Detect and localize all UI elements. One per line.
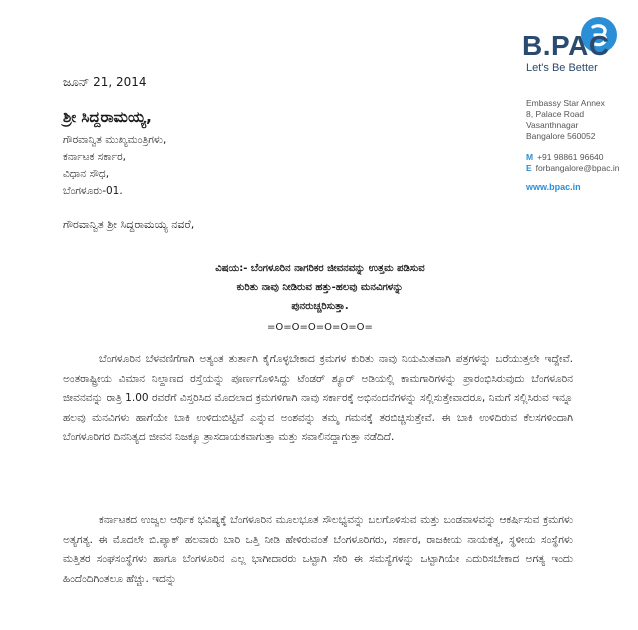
salutation: ಗೌರವಾನ್ವಿತ ಶ್ರೀ ಸಿದ್ದರಾಮಯ್ಯ ನವರೆ, bbox=[63, 218, 195, 231]
website-link[interactable]: www.bpac.in bbox=[526, 182, 581, 192]
paragraph-1-text: ಬೆಂಗಳೂರಿನ ಬೆಳವಣಿಗೆಗಾಗಿ ಅತ್ಯಂತ ತುರ್ತಾಗಿ ಕೈಗೊಳ್ಳಬೇಕಾದ ಕ್ರಮಗಳ ಕುರಿತು ನಾವು ನಿಯಮಿತವಾಗಿ ಪತ್ರಗಳನ್ನು ಬರೆಯುತ್ತಲೇ ಇದ್ದೇವೆ. ಅಂತರಾಷ್ಟ್ರೀಯ ವಿಮಾನ ನಿಲ್ದಾಣದ ರಸ್ತೆಯನ್ನು ಪೂರ್ಣಗೊಳಿಸಿದ್ದು ಟೆಂಡರ್ ಶ್ಯೂರ್ ಅಡಿಯಲ್ಲಿ ಕಾಮಗಾರಿಗಳನ್ನು ಪ್ರಾರಂಭಿಸಿರುವುದು ಬೆಂಗಳೂರಿನ ಜೀವನವನ್ನು ರಾತ್ರಿ 1.00 ರವರೆಗೆ ವಿಸ್ತರಿಸಿದ ಮೊದಲಾದ ಕ್ರಮಗಳಿಗಾಗಿ ನಾವು ಸರ್ಕಾರಕ್ಕೆ ಅಭಿನಂದನೆಗಳನ್ನು ಸಲ್ಲಿಸುತ್ತೇವಾದರೂ, ನಿಮಗೆ ಸಲ್ಲಿಸಿರುವ ಇನ್ನೂ ಹಲವು ಮನವಿಗಳು ಹಾಗೆಯೇ ಬಾಕಿ ಉಳಿದುಬಿಟ್ಟಿವೆ ಎನ್ನುವ ಅಂಶವನ್ನು ತಮ್ಮ ಗಮನಕ್ಕೆ ತರಬಿಚ್ಚಿಸುತ್ತೇವೆ. ಈ ಬಾಕಿ ಉಳಿದಿರುವ ಕೆಲಸಗಳಿಂದಾಗಿ ಬೆಂಗಳೂರಿಗರ ದಿನನಿತ್ಯದ ಜೀವನ ನಿಜಕ್ಕೂ ತ್ರಾಸದಾಯಕವಾಗುತ್ತಾ ಮತ್ತು ಸವಾಲಿನದ್ದಾಗುತ್ತಾ ನಡೆದಿದೆ. bbox=[63, 353, 573, 443]
paragraph-2-text: ಕರ್ನಾಟಕದ ಉಜ್ವಲ ಆರ್ಥಿಕ ಭವಿಷ್ಯಕ್ಕೆ ಬೆಂಗಳೂರಿನ ಮೂಲಭೂತ ಸೌಲಭ್ಯವನ್ನು ಬಲಗೊಳಿಸುವ ಮತ್ತು ಬಂಡವಾಳವನ್ನು ಆಕರ್ಷಿಸುವ ಕ್ರಮಗಳು ಅತ್ಯಗತ್ಯ. ಈ ಮೊದಲೇ ಬಿ.ಪ್ಯಾಕ್ ಹಲವಾರು ಬಾರಿ ಒತ್ತಿ ನೀಡಿ ಹೇಳಿರುವಂತೆ ಬೆಂಗಳೂರಿಗರು, ಸರ್ಕಾರ, ರಾಜಕೀಯ ನಾಯಕತ್ವ, ಸ್ಥಳೀಯ ಸಂಸ್ಥೆಗಳು ಮತ್ತಿತರ ಸಂಘಸಂಸ್ಥೆಗಳು ಹಾಗೂ ಬೆಂಗಳೂರಿನ ಎಲ್ಲ ಭಾಗೀದಾರರು ಒಟ್ಟಾಗಿ ಸೇರಿ ಈ ಸಮಸ್ಯೆಗಳನ್ನು ಒಟ್ಟಾಗಿಯೇ ಎದುರಿಸಬೇಕಾದ ಅಗತ್ಯ ಇಂದು ಹಿಂದೆಂದಿಗಿಂತಲೂ ಹೆಚ್ಚು. ಇದನ್ನು bbox=[63, 514, 573, 585]
recipient-line-2: ಕರ್ನಾಟಕ ಸರ್ಕಾರ, bbox=[63, 151, 126, 163]
subject-line-3: ಪುನರುಚ್ಚರಿಸುತ್ತಾ. bbox=[291, 301, 349, 312]
bpac-logo-text: B.PAC bbox=[522, 30, 610, 61]
email-address: forbangalore@bpac.in bbox=[535, 163, 620, 173]
phone-number: +91 98861 96640 bbox=[537, 152, 604, 162]
tagline: Let's Be Better bbox=[526, 62, 598, 74]
separator: =O=O=O=O=O=O= bbox=[267, 322, 373, 333]
subject-line-1: ವಿಷಯ:- ಬೆಂಗಳೂರಿನ ನಾಗರಿಕರ ಜೀವನವನ್ನು ಉತ್ತಮ ಪಡಿಸುವ bbox=[215, 263, 425, 274]
paragraph-2 bbox=[63, 511, 573, 627]
letter-date: ಜೂನ್ 21, 2014 bbox=[63, 75, 147, 89]
email-line bbox=[526, 163, 619, 173]
phone-label: M bbox=[526, 152, 534, 162]
recipient-line-3: ವಿಧಾನ ಸೌಧ, bbox=[63, 168, 110, 180]
email-label: E bbox=[526, 163, 532, 173]
recipient-name: ಶ್ರೀ ಸಿದ್ದರಾಮಯ್ಯ, bbox=[63, 108, 152, 126]
address-line-4: Bangalore 560052 bbox=[526, 131, 596, 141]
subject-line-2: ಕುರಿತು ನಾವು ನೀಡಿರುವ ಹತ್ತು-ಹಲವು ಮನವಿಗಳನ್ನು bbox=[236, 282, 404, 293]
address-line-1: Embassy Star Annex bbox=[526, 98, 605, 108]
phone-line bbox=[526, 152, 604, 162]
subject-block bbox=[120, 259, 520, 316]
paragraph-1 bbox=[63, 350, 573, 500]
recipient-line-4: ಬೆಂಗಳೂರು-01. bbox=[63, 185, 123, 197]
recipient-line-1: ಗೌರವಾನ್ವಿತ ಮುಖ್ಯಮಂತ್ರಿಗಳು, bbox=[63, 134, 167, 146]
address-line-2: 8, Palace Road bbox=[526, 109, 585, 119]
address-line-3: Vasanthnagar bbox=[526, 120, 579, 130]
